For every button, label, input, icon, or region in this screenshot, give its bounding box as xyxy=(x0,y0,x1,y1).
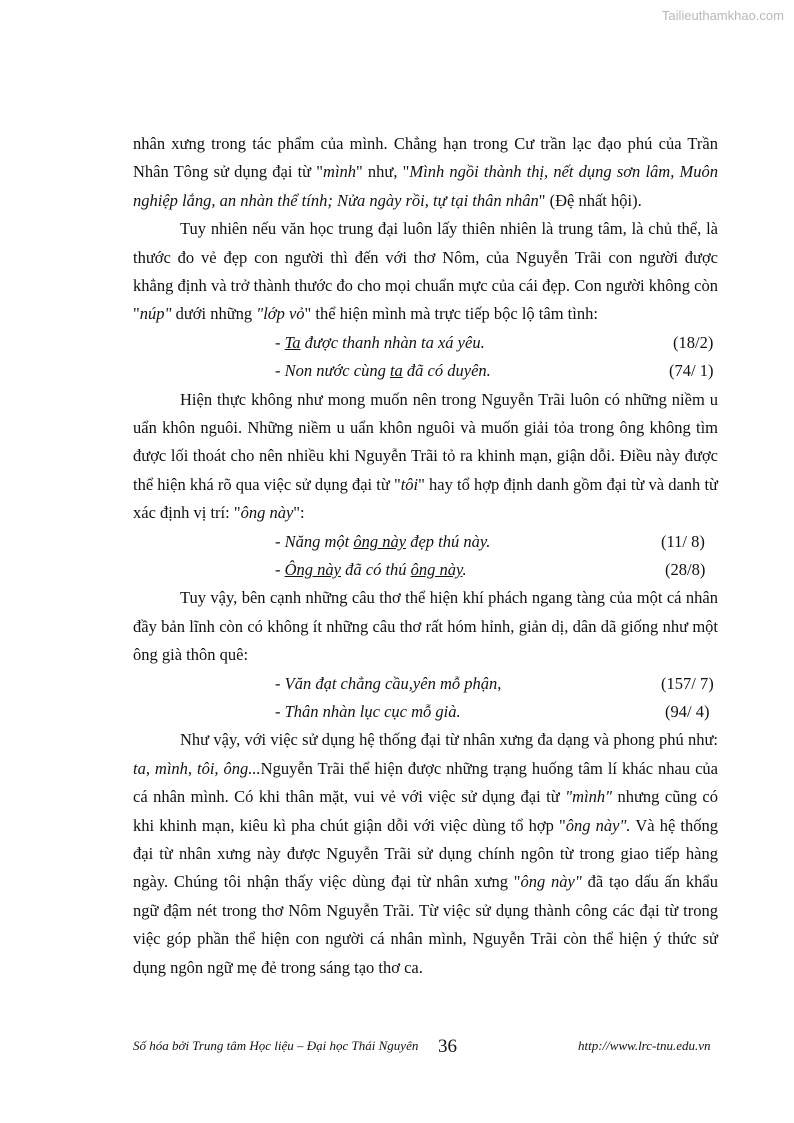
footer-url: http://www.lrc-tnu.edu.vn xyxy=(578,1038,711,1053)
text: Tuy vậy, bên cạnh những câu thơ thể hiện khí phách ngang tàng của một cá nhân đầy bản lĩnh còn có không ít những câu thơ rất hóm hỉnh, giản dị, dân dã giống như một ông già thôn quê: xyxy=(133,588,718,665)
verse-text: - Văn đạt chẳng cầu,yên mỗ phận, xyxy=(275,673,502,693)
text: đã tạo dấu ấn khẩu ngữ đậm nét trong thơ Nôm Nguyễn Trãi. Từ việc sử dụng thành công các đại từ trong việc góp phần thể hiện con người cá nhân mình, Nguyễn Trãi còn thể hiện ý thức sử dụng ngôn ngữ mẹ đẻ trong sáng tạo thơ ca. xyxy=(133,872,719,977)
verse-text: - Non nước cùng ta đã có duyên. xyxy=(275,361,491,381)
verse-reference: (94/ 4) xyxy=(665,702,710,722)
text: nhân xưng trong tác phẩm của mình. Chẳng hạn trong Cư trần lạc đạo phú của Trần Nhân Tông sử dụng đại từ " xyxy=(133,134,718,182)
page-number: 36 xyxy=(438,1036,457,1057)
text: dưới những xyxy=(171,304,257,324)
verse-line-1 xyxy=(133,329,718,357)
italic-text: núp" xyxy=(139,304,172,324)
verse-line-6 xyxy=(133,698,718,726)
text: Tuy nhiên nếu văn học trung đại luôn lấy thiên nhiên là trung tâm, là chủ thể, là thước đo vẻ đẹp con người thì đến với thơ Nôm, của Nguyễn Trãi con người được khẳng định và trở thành thước đo cho mọi chuẩn mực của cái đẹp. Con người không còn " xyxy=(133,219,718,324)
paragraph-5 xyxy=(133,726,718,982)
italic-text: ông này" xyxy=(520,872,582,892)
text: nhưng cũng có khi khinh mạn, kiêu kì pha chút giận dỗi với việc dùng tổ hợp " xyxy=(133,787,718,835)
verse-text: - Ta được thanh nhàn ta xá yêu. xyxy=(275,332,485,352)
text: Hiện thực không như mong muốn nên trong Nguyễn Trãi luôn có những niềm u uẩn khôn nguôi. Những niềm u uẩn khôn nguôi và muốn giải tỏa trong ông không tìm được lối thoát cho nên nhiều khi Nguyễn Trãi tỏ ra khinh mạn, giận dỗi. Điều này được thể hiện khá rõ qua việc sử dụng đại từ " xyxy=(133,389,718,494)
paragraph-3 xyxy=(133,386,718,528)
underlined-word: ông này xyxy=(353,531,407,551)
underlined-word: ta xyxy=(389,361,403,381)
italic-text: ông này". xyxy=(565,815,631,835)
italic-text: ta, mình, tôi, ông... xyxy=(133,758,261,778)
underlined-word: ông này xyxy=(410,560,463,580)
verse-reference: (28/8) xyxy=(665,560,706,580)
text: " hay tổ hợp định danh gồm đại từ và danh từ xác định vị trí: " xyxy=(133,474,718,523)
verse-line-3 xyxy=(133,528,718,556)
verse-text: - Ông này đã có thú ông này. xyxy=(275,560,467,580)
italic-text: mình xyxy=(323,162,357,182)
verse-reference: (74/ 1) xyxy=(669,361,714,381)
verse-line-5 xyxy=(133,670,718,698)
paragraph-4 xyxy=(133,584,718,669)
text: " như, " xyxy=(356,162,410,182)
verse-line-2 xyxy=(133,357,718,385)
italic-text: "mình" xyxy=(565,787,612,807)
footer-source: Số hóa bởi Trung tâm Học liệu – Đại học Thái Nguyên xyxy=(133,1038,419,1053)
verse-text: - Năng một ông này đẹp thú này. xyxy=(275,531,491,551)
watermark: Tailieuthamkhao.com xyxy=(661,8,784,23)
paragraph-1 xyxy=(133,130,718,215)
verse-reference: (18/2) xyxy=(673,332,714,352)
page-body xyxy=(133,130,718,982)
text: " (Đệ nhất hội). xyxy=(538,190,642,210)
italic-text: "lớp vỏ xyxy=(256,304,305,324)
verse-text: - Thân nhàn lục cục mỗ già. xyxy=(275,702,461,722)
underlined-word: Ta xyxy=(284,332,301,352)
italic-text: ông này xyxy=(240,503,294,523)
verse-reference: (11/ 8) xyxy=(661,531,705,551)
italic-quote: Mình ngồi thành thị, nết dụng sơn lâm, Muôn nghiệp lắng, an nhàn thể tính; Nửa ngày rồi, tự tại thân nhân xyxy=(133,162,718,210)
italic-text: tôi xyxy=(400,474,419,494)
text: Nguyễn Trãi thể hiện được những trạng huống tâm lí khác nhau của cá nhân mình. Có khi thân mặt, vui vẻ với việc sử dụng đại từ xyxy=(133,758,718,807)
underlined-word: Ông này xyxy=(284,560,341,580)
text: " thể hiện mình mà trực tiếp bộc lộ tâm tình: xyxy=(304,304,598,324)
verse-line-4 xyxy=(133,556,718,584)
paragraph-2 xyxy=(133,215,718,329)
text: Như vậy, với việc sử dụng hệ thống đại từ nhân xưng đa dạng và phong phú như: xyxy=(180,730,718,750)
verse-reference: (157/ 7) xyxy=(661,673,714,693)
text: Và hệ thống đại từ nhân xưng này được Nguyễn Trãi sử dụng chính ngôn từ trong giao tiếp hàng ngày. Chúng tôi nhận thấy việc dùng đại từ nhân xưng " xyxy=(133,815,718,892)
text: ": xyxy=(293,503,305,523)
